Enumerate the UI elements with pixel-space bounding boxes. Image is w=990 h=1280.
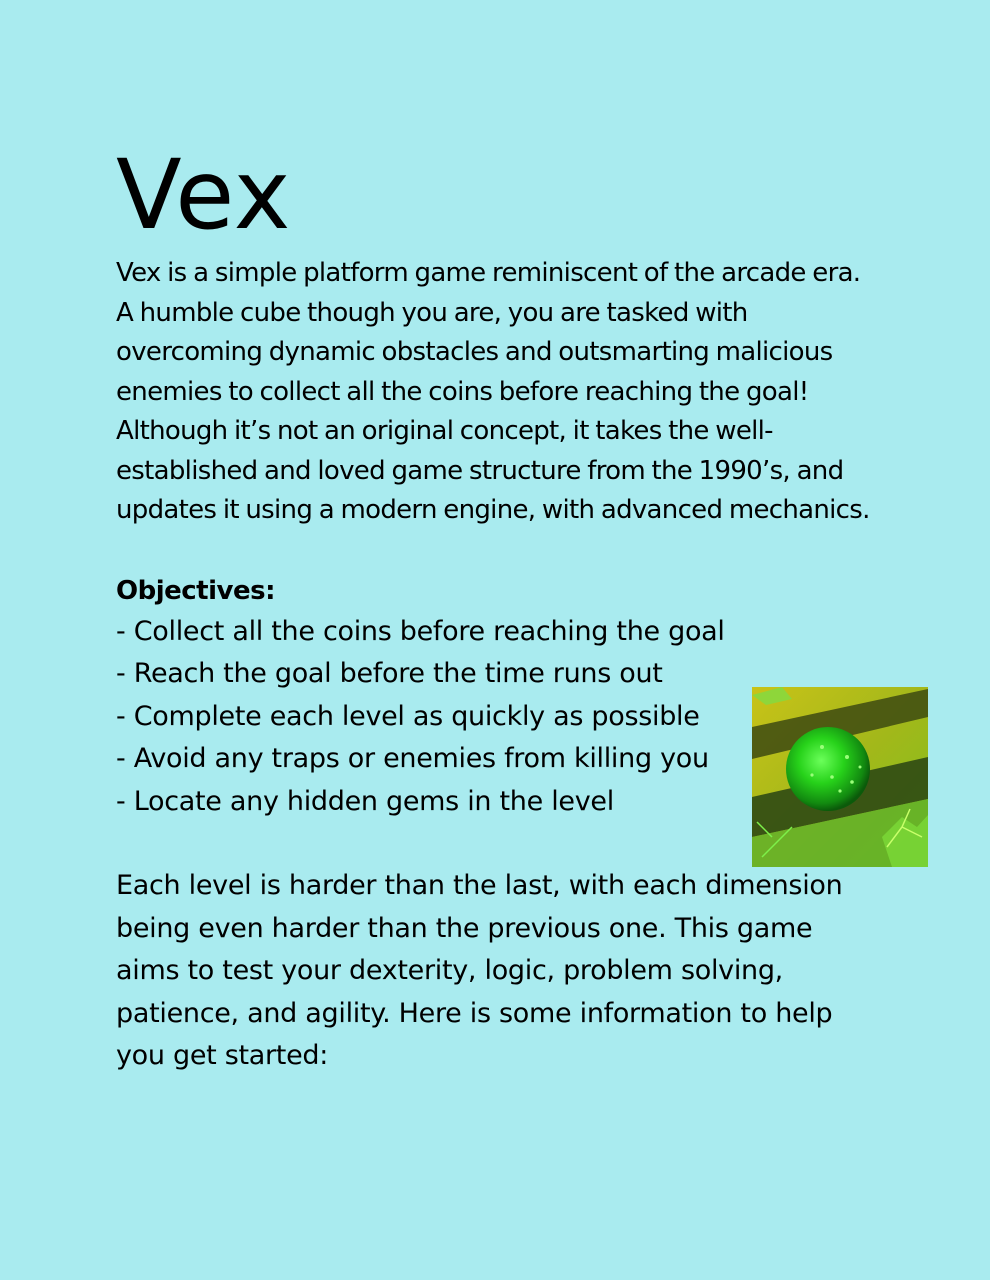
intro-paragraph: Vex is a simple platform game reminiscent of the arcade era. A humble cube though you are, you are tasked with overcoming dynamic obstacles and outsmarting malicious enemies to collect all the coins before reaching the goal! Although it’s not an original concept, it takes the well-established and loved game structure from the 1990’s, and updates it using a modern engine, with advanced mechanics.: [116, 258, 870, 525]
outro-paragraph: Each level is harder than the last, with each dimension being even harder than the previous one. This game aims to test your dexterity, logic, problem solving, patience, and agility. Here is some information to help you get started:: [116, 870, 843, 1071]
objective-item: - Reach the goal before the time runs out: [116, 658, 663, 689]
document-title: Vex: [116, 139, 292, 251]
objective-item: - Collect all the coins before reaching the goal: [116, 615, 725, 647]
document-body: [116, 140, 916, 1078]
objective-item: - Locate any hidden gems in the level: [116, 785, 614, 817]
objective-item: - Complete each level as quickly as possible: [116, 700, 700, 732]
game-screenshot-image: [752, 687, 928, 867]
green-sphere-icon: [786, 727, 870, 811]
objective-item: - Avoid any traps or enemies from killing you: [116, 743, 709, 774]
objectives-heading: Objectives:: [116, 575, 275, 606]
